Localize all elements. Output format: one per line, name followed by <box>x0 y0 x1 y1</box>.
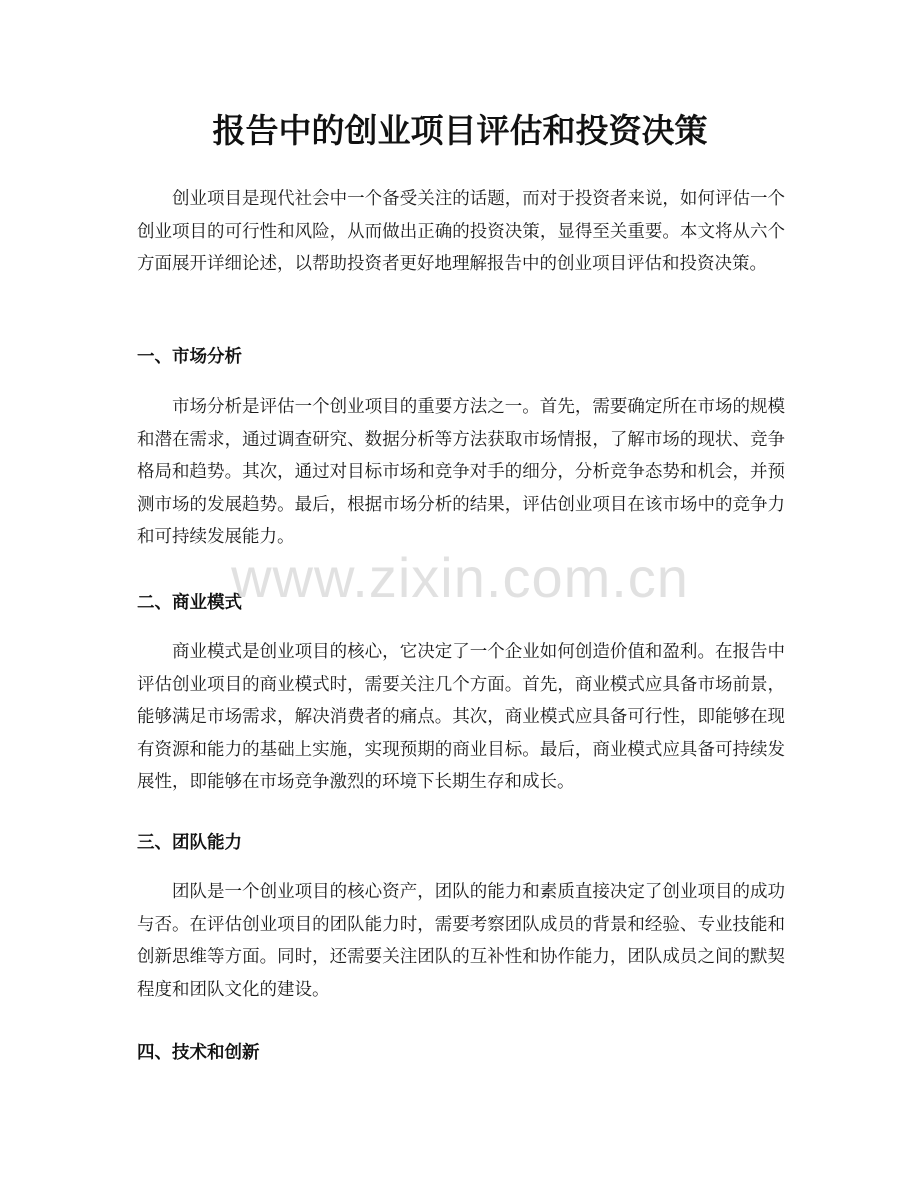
intro-paragraph: 创业项目是现代社会中一个备受关注的话题，而对于投资者来说，如何评估一个创业项目的可行性和风险，从而做出正确的投资决策，显得至关重要。本文将从六个方面展开详细论述，以帮助投资者更好地理解报告中的创业项目评估和投资决策。 <box>137 189 785 274</box>
watermark: www.zixin.com.cn <box>231 546 689 609</box>
section-body-market: 市场分析是评估一个创业项目的重要方法之一。首先，需要确定所在市场的规模和潜在需求，通过调查研究、数据分析等方法获取市场情报，了解市场的现状、竞争格局和趋势。其次，通过对目标市场和竞争对手的细分，分析竞争态势和机会，并预测市场的发展趋势。最后，根据市场分析的结果，评估创业项目在该市场中的竞争力和可持续发展能力。 <box>137 397 785 547</box>
section-body-team: 团队是一个创业项目的核心资产，团队的能力和素质直接决定了创业项目的成功与否。在评估创业项目的团队能力时，需要考察团队成员的背景和经验、专业技能和创新思维等方面。同时，还需要关注团队的互补性和协作能力，团队成员之间的默契程度和团队文化的建设。 <box>137 882 785 1000</box>
section-heading-team: 三、团队能力 <box>137 833 242 853</box>
section-heading-market: 一、市场分析 <box>137 347 242 367</box>
section-body-business-model: 商业模式是创业项目的核心，它决定了一个企业如何创造价值和盈利。在报告中评估创业项目的商业模式时，需要关注几个方面。首先，商业模式应具备市场前景，能够满足市场需求，解决消费者的痛点。其次，商业模式应具备可行性，即能够在现有资源和能力的基础上实施，实现预期的商业目标。最后，商业模式应具备可持续发展性，即能够在市场竞争激烈的环境下长期生存和成长。 <box>137 642 785 792</box>
document-title: 报告中的创业项目评估和投资决策 <box>212 111 708 150</box>
section-heading-business-model: 二、商业模式 <box>137 593 242 613</box>
section-heading-technology: 四、技术和创新 <box>137 1043 260 1063</box>
